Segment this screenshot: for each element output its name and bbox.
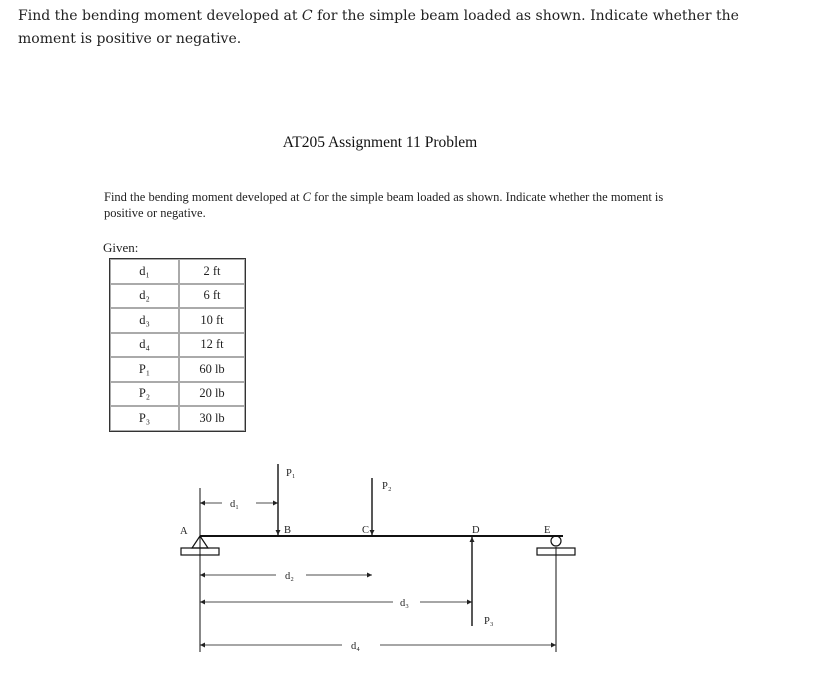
point-label-a: A <box>180 526 188 537</box>
point-label-b: B <box>284 525 292 536</box>
question-part1: Find the bending moment developed at <box>18 8 302 24</box>
load-p3-label: P₃ <box>484 616 494 627</box>
given-label-cell: P₂ <box>110 382 179 407</box>
given-label-cell: P₃ <box>110 406 179 431</box>
dimension-d4-label: d₄ <box>351 641 360 652</box>
figure-problem-part1: Find the bending moment developed at <box>104 190 303 204</box>
figure-title: AT205 Assignment 11 Problem <box>282 134 478 151</box>
given-value-cell: 10 ft <box>179 308 245 333</box>
given-value-cell: 60 lb <box>179 357 245 382</box>
load-p1-label: P₁ <box>286 468 296 479</box>
given-label-cell: d₁ <box>110 259 179 284</box>
figure-problem-var-c: C <box>302 190 311 204</box>
point-label-e: E <box>544 525 551 536</box>
dimension-d3-label: d₃ <box>400 598 409 609</box>
given-label-cell: d₄ <box>110 333 179 358</box>
figure-problem-part2: for the simple beam loaded as shown. Indicate whether the moment is positive or negative. <box>104 190 664 220</box>
given-label-cell: d₂ <box>110 284 179 309</box>
question-part2: for the simple beam loaded as shown. Indicate whether the moment is positive or negative. <box>18 8 739 47</box>
given-label-cell: d₃ <box>110 308 179 333</box>
dimension-d1-label: d₁ <box>230 499 239 510</box>
question-var-c: C <box>301 8 313 24</box>
given-value-cell: 2 ft <box>179 259 245 284</box>
point-label-d: D <box>472 525 480 536</box>
given-value-cell: 6 ft <box>179 284 245 309</box>
point-label-c: C <box>362 525 370 536</box>
given-label-cell: P₁ <box>110 357 179 382</box>
given-value-cell: 20 lb <box>179 382 245 407</box>
load-p2-label: P₂ <box>382 481 392 492</box>
given-label: Given: <box>103 240 139 255</box>
given-value-cell: 12 ft <box>179 333 245 358</box>
given-value-cell: 30 lb <box>179 406 245 431</box>
dimension-d2-label: d₂ <box>285 571 294 582</box>
